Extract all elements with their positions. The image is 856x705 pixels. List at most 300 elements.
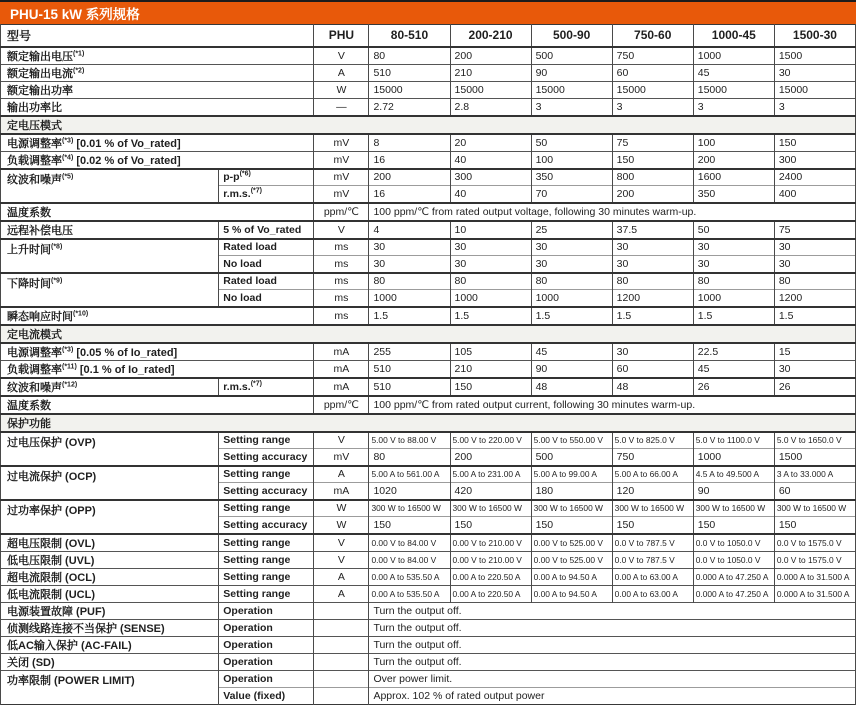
value-cell: 45: [693, 64, 774, 81]
unit-cell: [314, 602, 369, 619]
table-row: [1, 221, 856, 239]
value-cell: 40: [450, 186, 531, 203]
model-column-header: 1000-45: [693, 25, 774, 47]
unit-cell: ppm/℃: [314, 396, 369, 414]
value-cell: 30: [774, 239, 855, 256]
footnote-marker: (*8): [51, 242, 63, 250]
footnote-marker: (*11): [62, 362, 77, 370]
table-header-row: [1, 25, 856, 47]
value-cell: 15000: [774, 81, 855, 98]
unit-cell: mV: [314, 134, 369, 152]
value-cell: 150: [774, 134, 855, 152]
row-label: 额定输出电流$^{(*2)}$: [1, 64, 314, 81]
value-cell: 22.5: [693, 343, 774, 361]
value-cell: 80: [369, 47, 450, 65]
value-span-cell: Turn the output off.: [369, 636, 856, 653]
footnote-marker: (*7): [250, 187, 262, 195]
value-cell: 300 W to 16500 W: [693, 500, 774, 517]
value-span-cell: Approx. 102 % of rated output power: [369, 687, 856, 704]
value-cell: 80: [693, 273, 774, 290]
value-cell: 0.00 V to 525.00 V: [531, 551, 612, 568]
row-sublabel: No load: [219, 290, 314, 307]
row-label: 电源调整率$^{(*3)}$ [0.05 % of Io_rated]: [1, 343, 314, 361]
footnote-marker: (*3): [62, 136, 74, 144]
table-row: [1, 203, 856, 221]
table-row: [1, 585, 856, 602]
table-row: [1, 307, 856, 325]
row-label: 侦测线路连接不当保护 (SENSE): [1, 619, 219, 636]
value-cell: 300 W to 16500 W: [531, 500, 612, 517]
value-cell: 150: [693, 517, 774, 534]
value-cell: 30: [774, 256, 855, 273]
unit-cell: ms: [314, 273, 369, 290]
unit-cell: mA: [314, 360, 369, 378]
unit-cell: mV: [314, 449, 369, 466]
value-cell: 60: [612, 360, 693, 378]
value-cell: 4: [369, 221, 450, 239]
value-cell: 1.5: [774, 307, 855, 325]
value-cell: 80: [612, 273, 693, 290]
value-cell: 45: [693, 360, 774, 378]
value-cell: 1500: [774, 47, 855, 65]
unit-cell: mA: [314, 483, 369, 500]
value-cell: 90: [531, 64, 612, 81]
table-row: [1, 619, 856, 636]
value-cell: 200: [450, 449, 531, 466]
footnote-marker: (*9): [51, 276, 63, 284]
table-row: [1, 81, 856, 98]
row-label: 过电压保护 (OVP): [1, 432, 219, 466]
unit-cell: ms: [314, 239, 369, 256]
page-title-banner: [0, 0, 856, 24]
value-cell: 2400: [774, 169, 855, 186]
table-row: [1, 64, 856, 81]
footnote-marker: (*6): [239, 170, 251, 178]
table-row: [1, 551, 856, 568]
value-cell: 0.0 V to 1575.0 V: [774, 551, 855, 568]
unit-cell: A: [314, 64, 369, 81]
value-cell: 300: [774, 151, 855, 169]
unit-cell: V: [314, 551, 369, 568]
row-label: 低电流限制 (UCL): [1, 585, 219, 602]
section-header: 定电流模式: [1, 325, 856, 343]
value-cell: 30: [369, 256, 450, 273]
value-cell: 1020: [369, 483, 450, 500]
row-sublabel: Setting range: [219, 568, 314, 585]
value-cell: 80: [531, 273, 612, 290]
value-span-cell: Over power limit.: [369, 670, 856, 687]
value-cell: 5.00 A to 561.00 A: [369, 466, 450, 483]
row-sublabel: Rated load: [219, 239, 314, 256]
value-cell: 30: [693, 239, 774, 256]
row-label: 远程补偿电压: [1, 221, 219, 239]
value-cell: 0.00 A to 94.50 A: [531, 568, 612, 585]
unit-cell: A: [314, 568, 369, 585]
model-header-label: 型号: [1, 25, 314, 47]
table-row: [1, 602, 856, 619]
value-cell: 4.5 A to 49.500 A: [693, 466, 774, 483]
unit-cell: mV: [314, 169, 369, 186]
value-cell: 3: [531, 98, 612, 116]
row-sublabel: No load: [219, 256, 314, 273]
row-label: 上升时间$^{(*8)}$: [1, 239, 219, 273]
section-row: [1, 325, 856, 343]
value-cell: 15000: [693, 81, 774, 98]
row-label: 负载调整率$^{(*11)}$ [0.1 % of Io_rated]: [1, 360, 314, 378]
spec-table-body: [1, 25, 856, 705]
row-label: 额定输出功率: [1, 81, 314, 98]
row-label: 过功率保护 (OPP): [1, 500, 219, 534]
value-cell: 400: [774, 186, 855, 203]
value-cell: 30: [450, 239, 531, 256]
value-cell: 15000: [531, 81, 612, 98]
value-cell: 75: [612, 134, 693, 152]
value-cell: 750: [612, 449, 693, 466]
unit-cell: V: [314, 221, 369, 239]
value-cell: 15000: [369, 81, 450, 98]
row-label: 负载调整率$^{(*4)}$ [0.02 % of Vo_rated]: [1, 151, 314, 169]
row-label: 温度系数: [1, 203, 314, 221]
row-label: 温度系数: [1, 396, 314, 414]
unit-cell: W: [314, 517, 369, 534]
value-cell: 1200: [612, 290, 693, 307]
unit-cell: [314, 636, 369, 653]
value-cell: 1000: [531, 290, 612, 307]
value-cell: 5.00 V to 88.00 V: [369, 432, 450, 449]
row-label: 过电流保护 (OCP): [1, 466, 219, 500]
value-cell: 2.8: [450, 98, 531, 116]
row-label: 电源调整率$^{(*3)}$ [0.01 % of Vo_rated]: [1, 134, 314, 152]
section-header: 保护功能: [1, 414, 856, 432]
table-row: [1, 500, 856, 517]
value-cell: 30: [531, 239, 612, 256]
value-cell: 30: [612, 343, 693, 361]
table-row: [1, 396, 856, 414]
value-cell: 5.00 V to 220.00 V: [450, 432, 531, 449]
row-sublabel: Operation: [219, 619, 314, 636]
unit-cell: ppm/℃: [314, 203, 369, 221]
table-row: [1, 360, 856, 378]
value-cell: 210: [450, 64, 531, 81]
value-cell: 90: [693, 483, 774, 500]
table-row: [1, 47, 856, 65]
value-cell: 350: [531, 169, 612, 186]
table-row: [1, 169, 856, 186]
row-sublabel: Operation: [219, 602, 314, 619]
value-cell: 150: [450, 517, 531, 534]
value-cell: 60: [612, 64, 693, 81]
value-cell: 0.00 A to 220.50 A: [450, 568, 531, 585]
value-cell: 5.00 A to 66.00 A: [612, 466, 693, 483]
value-cell: 30: [369, 239, 450, 256]
value-cell: 30: [693, 256, 774, 273]
footnote-marker: (*3): [62, 345, 74, 353]
value-cell: 0.000 A to 47.250 A: [693, 585, 774, 602]
row-sublabel: r.m.s.$^{(*7)}$: [219, 378, 314, 396]
value-cell: 50: [693, 221, 774, 239]
value-cell: 150: [612, 151, 693, 169]
value-cell: 800: [612, 169, 693, 186]
value-cell: 16: [369, 186, 450, 203]
row-label: 超电压限制 (OVL): [1, 534, 219, 552]
value-cell: 5.0 V to 1650.0 V: [774, 432, 855, 449]
value-cell: 1.5: [531, 307, 612, 325]
row-label: 输出功率比: [1, 98, 314, 116]
unit-cell: V: [314, 432, 369, 449]
table-row: [1, 432, 856, 449]
value-cell: 150: [369, 517, 450, 534]
value-cell: 80: [450, 273, 531, 290]
table-row: [1, 568, 856, 585]
value-cell: 20: [450, 134, 531, 152]
section-header: 定电压模式: [1, 116, 856, 134]
unit-cell: —: [314, 98, 369, 116]
row-sublabel: Setting range: [219, 534, 314, 552]
row-sublabel: Rated load: [219, 273, 314, 290]
table-row: [1, 670, 856, 687]
row-label: 额定输出电压$^{(*1)}$: [1, 47, 314, 65]
row-sublabel: Setting accuracy: [219, 449, 314, 466]
table-row: [1, 534, 856, 552]
value-cell: 150: [531, 517, 612, 534]
value-cell: 10: [450, 221, 531, 239]
value-cell: 255: [369, 343, 450, 361]
value-cell: 1000: [693, 449, 774, 466]
footnote-marker: (*2): [73, 66, 85, 74]
value-span-cell: 100 ppm/℃ from rated output current, following 30 minutes warm-up.: [369, 396, 856, 414]
value-cell: 15: [774, 343, 855, 361]
table-row: [1, 343, 856, 361]
value-cell: 1.5: [369, 307, 450, 325]
value-cell: 1.5: [612, 307, 693, 325]
section-row: [1, 414, 856, 432]
unit-cell: W: [314, 500, 369, 517]
row-label: 关闭 (SD): [1, 653, 219, 670]
row-label: 纹波和噪声$^{(*5)}$: [1, 169, 219, 203]
value-cell: 0.0 V to 1575.0 V: [774, 534, 855, 552]
value-cell: 5.0 V to 1100.0 V: [693, 432, 774, 449]
value-cell: 0.00 A to 220.50 A: [450, 585, 531, 602]
value-cell: 1000: [693, 290, 774, 307]
unit-cell: W: [314, 81, 369, 98]
value-cell: 40: [450, 151, 531, 169]
value-span-cell: Turn the output off.: [369, 619, 856, 636]
value-cell: 5.0 V to 825.0 V: [612, 432, 693, 449]
value-cell: 0.00 A to 535.50 A: [369, 568, 450, 585]
value-cell: 26: [774, 378, 855, 396]
unit-cell: [314, 687, 369, 704]
value-cell: 0.00 A to 94.50 A: [531, 585, 612, 602]
value-cell: 3: [612, 98, 693, 116]
value-cell: 0.00 V to 84.00 V: [369, 551, 450, 568]
value-cell: 750: [612, 47, 693, 65]
unit-cell: mA: [314, 378, 369, 396]
value-cell: 0.0 V to 787.5 V: [612, 534, 693, 552]
value-cell: 1000: [369, 290, 450, 307]
row-sublabel: Operation: [219, 653, 314, 670]
value-cell: 200: [612, 186, 693, 203]
value-cell: 5.00 A to 99.00 A: [531, 466, 612, 483]
value-cell: 300 W to 16500 W: [450, 500, 531, 517]
value-cell: 1000: [693, 47, 774, 65]
unit-cell: [314, 670, 369, 687]
unit-cell: mV: [314, 186, 369, 203]
value-cell: 1000: [450, 290, 531, 307]
value-cell: 0.000 A to 47.250 A: [693, 568, 774, 585]
model-column-header: 750-60: [612, 25, 693, 47]
unit-cell: [314, 653, 369, 670]
table-row: [1, 636, 856, 653]
value-cell: 25: [531, 221, 612, 239]
value-span-cell: Turn the output off.: [369, 602, 856, 619]
value-cell: 350: [693, 186, 774, 203]
value-cell: 300 W to 16500 W: [612, 500, 693, 517]
value-cell: 500: [531, 47, 612, 65]
footnote-marker: (*10): [73, 309, 89, 317]
row-label: 瞬态响应时间$^{(*10)}$: [1, 307, 314, 325]
value-cell: 0.00 A to 63.00 A: [612, 585, 693, 602]
value-cell: 30: [450, 256, 531, 273]
row-sublabel: $p-p^{(*6)}$: [219, 169, 314, 186]
value-cell: 70: [531, 186, 612, 203]
row-sublabel: Setting range: [219, 585, 314, 602]
value-cell: 100: [693, 134, 774, 152]
value-cell: 0.000 A to 31.500 A: [774, 585, 855, 602]
row-label: 功率限制 (POWER LIMIT): [1, 670, 219, 704]
value-cell: 16: [369, 151, 450, 169]
row-sublabel: Setting range: [219, 466, 314, 483]
footnote-marker: (*1): [73, 49, 85, 57]
value-cell: 3: [693, 98, 774, 116]
model-column-header: 80-510: [369, 25, 450, 47]
table-row: [1, 378, 856, 396]
value-cell: 0.00 A to 63.00 A: [612, 568, 693, 585]
value-cell: 0.0 V to 787.5 V: [612, 551, 693, 568]
row-sublabel: Setting range: [219, 551, 314, 568]
page-title: PHU-15 kW 系列规格: [10, 7, 140, 22]
row-sublabel: Value (fixed): [219, 687, 314, 704]
unit-cell: ms: [314, 290, 369, 307]
value-cell: 48: [612, 378, 693, 396]
value-cell: 3 A to 33.000 A: [774, 466, 855, 483]
value-cell: 50: [531, 134, 612, 152]
unit-cell: ms: [314, 256, 369, 273]
value-cell: 1.5: [450, 307, 531, 325]
value-cell: 105: [450, 343, 531, 361]
footnote-marker: (*7): [250, 380, 262, 387]
value-cell: 37.5: [612, 221, 693, 239]
value-cell: 80: [369, 449, 450, 466]
value-cell: 180: [531, 483, 612, 500]
value-cell: 26: [693, 378, 774, 396]
value-cell: 0.00 V to 525.00 V: [531, 534, 612, 552]
model-column-header: 200-210: [450, 25, 531, 47]
unit-cell: V: [314, 534, 369, 552]
row-sublabel: Setting accuracy: [219, 517, 314, 534]
value-span-cell: Turn the output off.: [369, 653, 856, 670]
value-cell: 75: [774, 221, 855, 239]
row-sublabel: Operation: [219, 670, 314, 687]
value-cell: 300 W to 16500 W: [369, 500, 450, 517]
unit-cell: mA: [314, 343, 369, 361]
value-cell: 0.0 V to 1050.0 V: [693, 551, 774, 568]
table-row: [1, 653, 856, 670]
value-cell: 1600: [693, 169, 774, 186]
row-label: 低AC输入保护 (AC-FAIL): [1, 636, 219, 653]
value-cell: 30: [774, 360, 855, 378]
value-cell: 45: [531, 343, 612, 361]
model-column-header: 1500-30: [774, 25, 855, 47]
row-label: 电源装置故障 (PUF): [1, 602, 219, 619]
value-cell: 150: [612, 517, 693, 534]
value-cell: 420: [450, 483, 531, 500]
value-cell: 510: [369, 64, 450, 81]
value-cell: 5.00 A to 231.00 A: [450, 466, 531, 483]
value-cell: 3: [774, 98, 855, 116]
row-sublabel: Setting accuracy: [219, 483, 314, 500]
value-cell: 510: [369, 360, 450, 378]
value-cell: 60: [774, 483, 855, 500]
value-cell: 0.00 V to 210.00 V: [450, 551, 531, 568]
value-cell: 500: [531, 449, 612, 466]
value-cell: 30: [531, 256, 612, 273]
unit-cell: ms: [314, 307, 369, 325]
value-cell: 200: [693, 151, 774, 169]
section-row: [1, 116, 856, 134]
row-sublabel: Setting range: [219, 500, 314, 517]
value-cell: 300 W to 16500 W: [774, 500, 855, 517]
footnote-marker: (*12): [62, 380, 78, 388]
value-cell: 0.00 A to 535.50 A: [369, 585, 450, 602]
value-span-cell: 100 ppm/℃ from rated output voltage, following 30 minutes warm-up.: [369, 203, 856, 221]
value-cell: 30: [612, 239, 693, 256]
value-cell: 0.00 V to 84.00 V: [369, 534, 450, 552]
footnote-marker: (*5): [62, 172, 74, 180]
unit-cell: mV: [314, 151, 369, 169]
value-cell: 8: [369, 134, 450, 152]
row-label: 纹波和噪声$^{(*12)}$: [1, 378, 219, 396]
value-cell: 0.0 V to 1050.0 V: [693, 534, 774, 552]
row-sublabel: Operation: [219, 636, 314, 653]
value-cell: 1200: [774, 290, 855, 307]
unit-cell: A: [314, 585, 369, 602]
model-column-header: 500-90: [531, 25, 612, 47]
value-cell: 30: [612, 256, 693, 273]
value-cell: 200: [369, 169, 450, 186]
unit-cell: A: [314, 466, 369, 483]
value-cell: 1500: [774, 449, 855, 466]
value-cell: 80: [774, 273, 855, 290]
row-sublabel: 5 % of Vo_rated: [219, 221, 314, 239]
table-row: [1, 273, 856, 290]
row-label: 超电流限制 (OCL): [1, 568, 219, 585]
value-cell: 100: [531, 151, 612, 169]
table-row: [1, 466, 856, 483]
spec-table: [0, 24, 856, 705]
value-cell: 200: [450, 47, 531, 65]
value-cell: 510: [369, 378, 450, 396]
unit-cell: [314, 619, 369, 636]
value-cell: 120: [612, 483, 693, 500]
row-sublabel: Setting range: [219, 432, 314, 449]
value-cell: 2.72: [369, 98, 450, 116]
value-cell: 48: [531, 378, 612, 396]
row-sublabel: r.m.s.$^{(*7)}$: [219, 186, 314, 203]
value-cell: 15000: [450, 81, 531, 98]
series-header-label: PHU: [314, 25, 369, 47]
value-cell: 150: [774, 517, 855, 534]
value-cell: 150: [450, 378, 531, 396]
